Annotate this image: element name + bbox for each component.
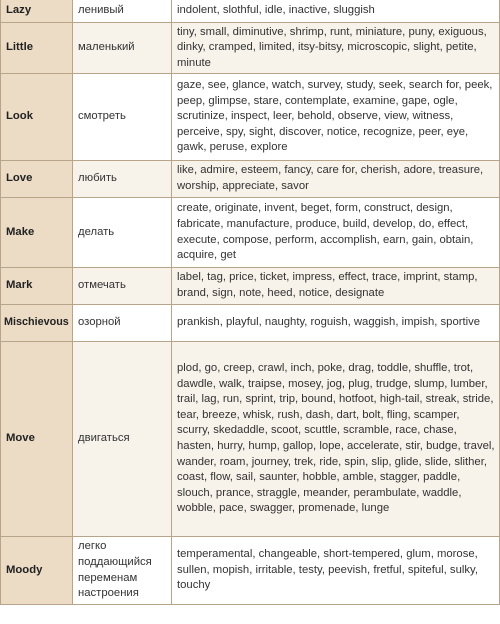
synonyms-cell: indolent, slothful, idle, inactive, sluggish (172, 0, 500, 23)
word-cell: Lazy (1, 0, 73, 23)
table-row (1, 305, 500, 342)
word-cell: Make (1, 198, 73, 268)
synonyms-cell: plod, go, creep, crawl, inch, poke, drag, toddle, shuffle, trot, dawdle, walk, traipse, mosey, jog, plug, trudge, slump, lumber, trail, lag, run, sprint, trip, bound, hotfoot, high-tail, streak, stride, tear, breeze, whisk, rush, dash, dart, bolt, fling, scamper, scurry, skedaddle, scoot, scuttle, scramble, race, chase, hasten, hurry, hump, gallop, lope, accelerate, stir, budge, travel, wander, roam, journey, trek, ride, spin, slip, glide, slide, slither, coast, flow, sail, saunter, hobble, amble, stagger, paddle, slouch, prance, straggle, meander, perambulate, waddle, wobble, pace, swagger, promenade, lunge (172, 342, 500, 537)
table-row (1, 537, 500, 605)
synonyms-cell: tiny, small, diminutive, shrimp, runt, miniature, puny, exiguous, dinky, cramped, limited, itsy-bitsy, microscopic, slight, petite, minute (172, 23, 500, 74)
synonyms-cell: like, admire, esteem, fancy, care for, cherish, adore, treasure, worship, appreciate, savor (172, 161, 500, 198)
synonyms-cell: label, tag, price, ticket, impress, effect, trace, imprint, stamp, brand, sign, note, heed, notice, designate (172, 268, 500, 305)
word-cell: Love (1, 161, 73, 198)
table-row (1, 74, 500, 161)
translation-cell: отмечать (73, 268, 172, 305)
synonyms-cell: temperamental, changeable, short-tempered, glum, morose, sullen, mopish, irritable, testy, peevish, fretful, spiteful, sulky, touchy (172, 537, 500, 605)
translation-cell: озорной (73, 305, 172, 342)
word-cell: Look (1, 74, 73, 161)
synonyms-cell: prankish, playful, naughty, roguish, waggish, impish, sportive (172, 305, 500, 342)
table-row (1, 0, 500, 23)
table-row (1, 23, 500, 74)
translation-cell: смотреть (73, 74, 172, 161)
translation-cell: ленивый (73, 0, 172, 23)
translation-cell: легко поддающийся переменам настроения (73, 537, 172, 605)
table-row (1, 268, 500, 305)
table-row (1, 161, 500, 198)
word-cell: Mischievous (1, 305, 73, 342)
translation-cell: двигаться (73, 342, 172, 537)
translation-cell: делать (73, 198, 172, 268)
word-cell: Mark (1, 268, 73, 305)
table-row (1, 342, 500, 537)
synonyms-cell: gaze, see, glance, watch, survey, study, seek, search for, peek, peep, glimpse, stare, contemplate, examine, gape, ogle, scrutinize, inspect, leer, behold, observe, view, witness, perceive, spy, sight, discover, notice, recognize, peer, eye, gawk, peruse, explore (172, 74, 500, 161)
word-cell: Little (1, 23, 73, 74)
table-row (1, 198, 500, 268)
word-cell: Move (1, 342, 73, 537)
word-cell: Moody (1, 537, 73, 605)
translation-cell: маленький (73, 23, 172, 74)
synonyms-cell: create, originate, invent, beget, form, construct, design, fabricate, manufacture, produce, build, develop, do, effect, execute, compose, perform, accomplish, earn, gain, obtain, acquire, get (172, 198, 500, 268)
translation-cell: любить (73, 161, 172, 198)
